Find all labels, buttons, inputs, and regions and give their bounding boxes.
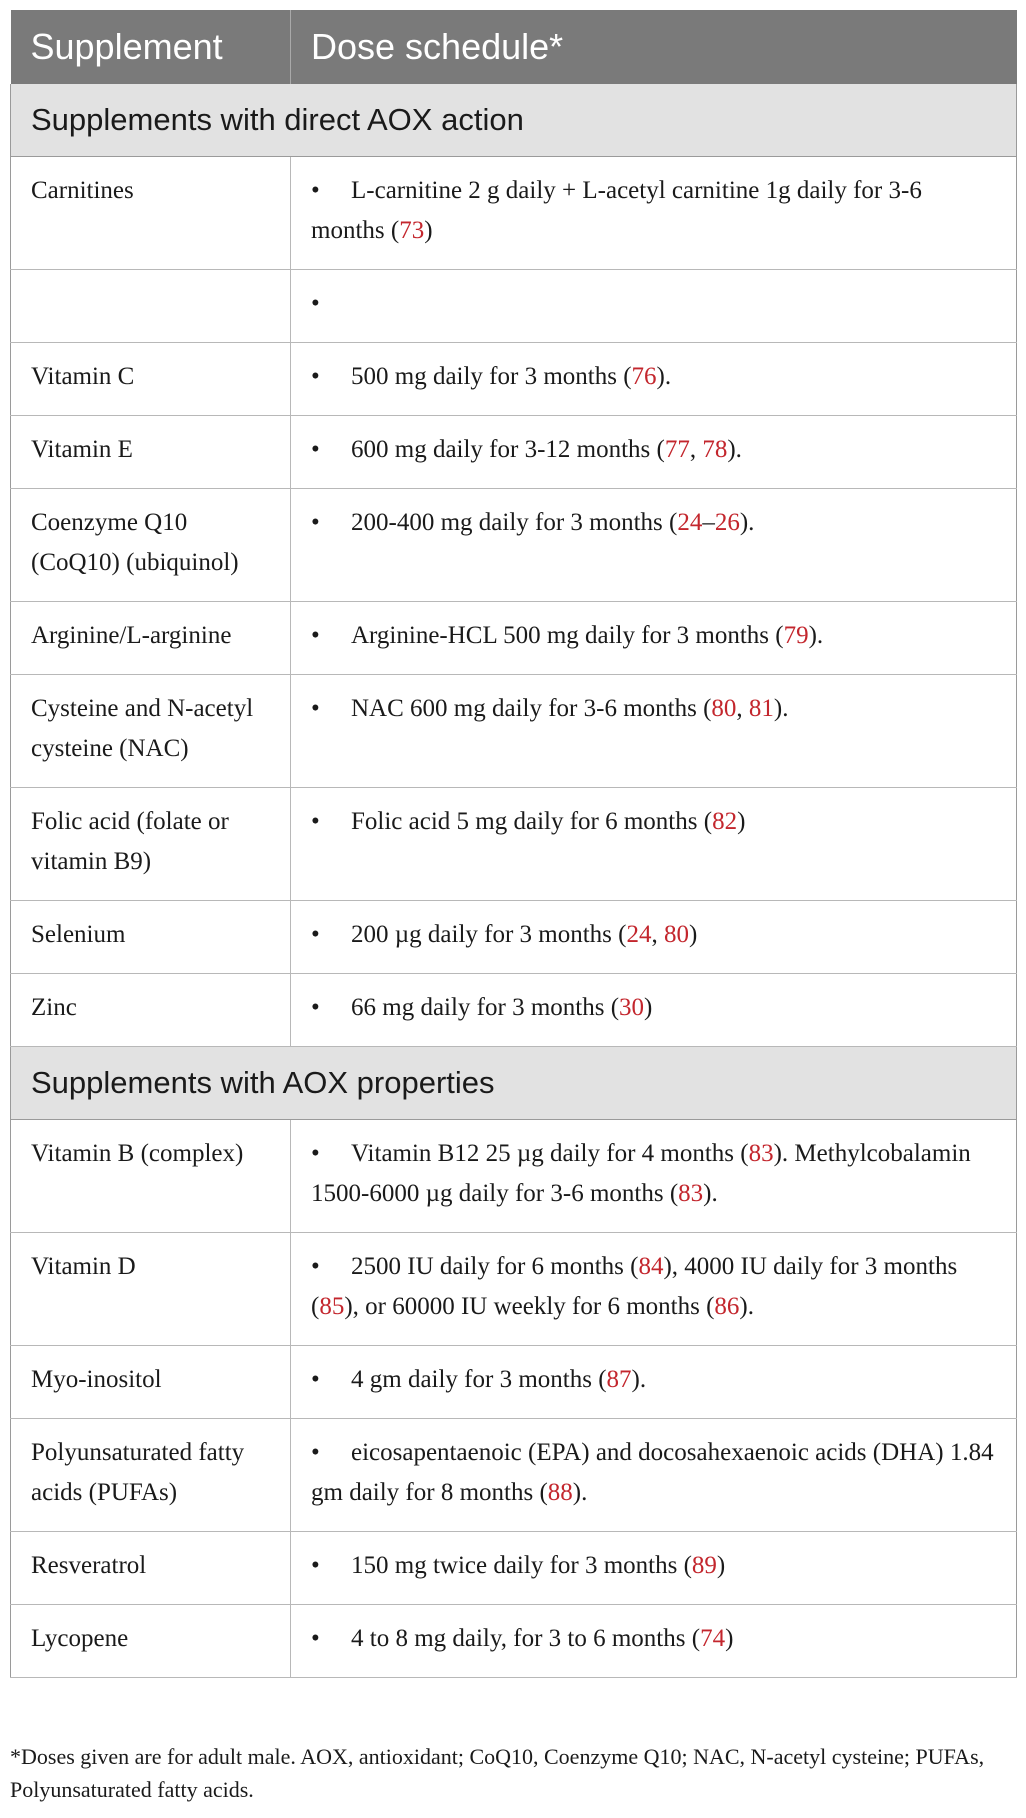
dose-text: ).: [631, 1366, 647, 1393]
dose-item: [311, 430, 996, 470]
table-row: [11, 974, 1017, 1047]
table-row: [11, 788, 1017, 901]
dose-text: eicosapentaenoic (EPA) and docosahexaenoic acids (DHA) 1.84 gm daily for 8 months (: [311, 1439, 994, 1506]
dose-text: Vitamin B12 25 µg daily for 4 months (: [351, 1140, 749, 1167]
header-row: [11, 10, 1017, 84]
header-dose-schedule: Dose schedule*: [291, 10, 1017, 84]
dose-text: ): [644, 994, 653, 1021]
dose-text: ): [689, 921, 698, 948]
table-row: [11, 1532, 1017, 1605]
reference-link[interactable]: 85: [319, 1293, 345, 1320]
dose-item: [311, 689, 996, 729]
dose-item: [311, 988, 996, 1028]
table-header: [11, 10, 1017, 84]
dose-text: ).: [727, 436, 742, 463]
reference-link[interactable]: 84: [638, 1253, 664, 1280]
reference-link[interactable]: 24: [626, 921, 652, 948]
reference-link[interactable]: 86: [714, 1293, 740, 1320]
dose-text: 4 to 8 mg daily, for 3 to 6 months (: [351, 1625, 701, 1652]
table-row: [11, 1233, 1017, 1346]
dose-item: [311, 357, 996, 397]
reference-link[interactable]: 80: [711, 695, 737, 722]
supplement-name: Zinc: [11, 974, 291, 1047]
section-title: Supplements with direct AOX action: [11, 84, 1017, 157]
bullet-icon: •: [311, 622, 320, 649]
dose-text: ).: [656, 363, 672, 390]
dose-text: ,: [736, 695, 749, 722]
supplement-name: Folic acid (folate or vitamin B9): [11, 788, 291, 901]
dose-item: [311, 915, 996, 955]
bullet-icon: •: [311, 921, 320, 948]
dose-schedule: [291, 270, 1017, 343]
dose-text: ,: [651, 921, 664, 948]
reference-link[interactable]: 24: [677, 509, 703, 536]
dose-text: Folic acid 5 mg daily for 6 months (: [351, 808, 713, 835]
supplement-name: Vitamin E: [11, 416, 291, 489]
dose-schedule: [291, 416, 1017, 489]
supplement-name: Vitamin B (complex): [11, 1120, 291, 1233]
dose-text: 200-400 mg daily for 3 months (: [351, 509, 678, 536]
reference-link[interactable]: 83: [678, 1180, 704, 1207]
bullet-icon: •: [311, 1439, 320, 1466]
dose-text: NAC 600 mg daily for 3-6 months (: [351, 695, 712, 722]
dose-text: 600 mg daily for 3-12 months (: [351, 436, 665, 463]
supplement-name: Cysteine and N-acetyl cysteine (NAC): [11, 675, 291, 788]
header-supplement: Supplement: [11, 10, 291, 84]
table-row: [11, 901, 1017, 974]
dose-item: [311, 284, 996, 324]
dose-text: ).: [703, 1180, 718, 1207]
supplement-name: Myo-inositol: [11, 1346, 291, 1419]
dose-schedule: [291, 157, 1017, 270]
reference-link[interactable]: 89: [691, 1552, 717, 1579]
reference-link[interactable]: 30: [619, 994, 645, 1021]
supplement-dose-table: [10, 10, 1017, 1678]
bullet-icon: •: [311, 808, 320, 835]
dose-item: [311, 503, 996, 543]
table-row: [11, 157, 1017, 270]
dose-item: [311, 1247, 996, 1327]
reference-link[interactable]: 78: [702, 436, 728, 463]
bullet-icon: •: [311, 1625, 320, 1652]
reference-link[interactable]: 79: [783, 622, 809, 649]
dose-item: [311, 171, 996, 251]
dose-text: ).: [808, 622, 824, 649]
table-row: [11, 489, 1017, 602]
table-row: [11, 1346, 1017, 1419]
dose-text: –: [702, 509, 715, 536]
supplement-name: Selenium: [11, 901, 291, 974]
bullet-icon: •: [311, 994, 320, 1021]
bullet-icon: •: [311, 695, 320, 722]
table-body: [11, 84, 1017, 1678]
dose-text: ).: [739, 509, 755, 536]
reference-link[interactable]: 76: [631, 363, 657, 390]
dose-schedule: [291, 788, 1017, 901]
dose-item: [311, 1433, 996, 1513]
reference-link[interactable]: 74: [700, 1625, 726, 1652]
dose-item: [311, 1134, 996, 1214]
dose-text: ), or 60000 IU weekly for 6 months (: [344, 1293, 715, 1320]
dose-schedule: [291, 343, 1017, 416]
supplement-name: Polyunsaturated fatty acids (PUFAs): [11, 1419, 291, 1532]
dose-text: ): [716, 1552, 726, 1579]
dose-schedule: [291, 1605, 1017, 1678]
reference-link[interactable]: 87: [606, 1366, 632, 1393]
dose-text: 200 µg daily for 3 months (: [351, 921, 627, 948]
dose-text: ).: [572, 1479, 588, 1506]
dose-text: ).: [739, 1293, 754, 1320]
table-row: [11, 1120, 1017, 1233]
dose-schedule: [291, 1346, 1017, 1419]
dose-item: [311, 1546, 996, 1586]
bullet-icon: •: [311, 363, 320, 390]
dose-text: ).: [773, 695, 789, 722]
dose-text: ): [424, 217, 433, 244]
supplement-name: [11, 270, 291, 343]
supplement-name: Arginine/L-arginine: [11, 602, 291, 675]
dose-schedule: [291, 1532, 1017, 1605]
supplement-name: Vitamin D: [11, 1233, 291, 1346]
bullet-icon: •: [311, 1366, 320, 1393]
section-row: [11, 84, 1017, 157]
dose-text: 4 gm daily for 3 months (: [351, 1366, 607, 1393]
reference-link[interactable]: 82: [712, 808, 738, 835]
dose-text: ). Methylcobalamin 1500-6000 µg daily for 3-6 months (: [311, 1140, 971, 1207]
bullet-icon: •: [311, 509, 320, 536]
dose-schedule: [291, 1233, 1017, 1346]
dose-schedule: [291, 675, 1017, 788]
table-row: [11, 675, 1017, 788]
dose-text: Arginine-HCL 500 mg daily for 3 months (: [351, 622, 784, 649]
dose-schedule: [291, 1419, 1017, 1532]
dose-text: 66 mg daily for 3 months (: [351, 994, 620, 1021]
dose-schedule: [291, 602, 1017, 675]
dose-text: 150 mg twice daily for 3 months (: [351, 1552, 692, 1579]
table-row: [11, 1419, 1017, 1532]
dose-text: L-carnitine 2 g daily + L-acetyl carnitine 1g daily for 3-6 months (: [311, 177, 922, 244]
bullet-icon: •: [311, 1140, 320, 1167]
table-row: [11, 1605, 1017, 1678]
bullet-icon: •: [311, 290, 320, 317]
dose-text: ,: [689, 436, 703, 463]
bullet-icon: •: [311, 177, 320, 204]
reference-link[interactable]: 26: [714, 509, 740, 536]
dose-schedule: [291, 1120, 1017, 1233]
dose-item: [311, 1619, 996, 1659]
table-footnote: *Doses given are for adult male. AOX, antioxidant; CoQ10, Coenzyme Q10; NAC, N-acetyl cysteine; PUFAs, Polyunsaturated fatty acids.: [10, 1744, 985, 1802]
bullet-icon: •: [311, 436, 320, 463]
reference-link[interactable]: 88: [547, 1479, 573, 1506]
dose-schedule: [291, 974, 1017, 1047]
table-row: [11, 270, 1017, 343]
supplement-name: Coenzyme Q10 (CoQ10) (ubiquinol): [11, 489, 291, 602]
table-row: [11, 416, 1017, 489]
dose-text: ), 4000 IU daily for 3 months (: [311, 1253, 958, 1320]
dose-text: ): [725, 1625, 734, 1652]
dose-text: ): [737, 808, 746, 835]
supplement-name: Carnitines: [11, 157, 291, 270]
section-row: [11, 1047, 1017, 1120]
supplement-table-container: [10, 10, 1016, 1678]
reference-link[interactable]: 80: [664, 921, 689, 948]
supplement-name: Lycopene: [11, 1605, 291, 1678]
section-title: Supplements with AOX properties: [11, 1047, 1017, 1120]
supplement-name: Vitamin C: [11, 343, 291, 416]
dose-item: [311, 802, 996, 842]
dose-text: 500 mg daily for 3 months (: [351, 363, 632, 390]
supplement-name: Resveratrol: [11, 1532, 291, 1605]
dose-item: [311, 616, 996, 656]
dose-item: [311, 1360, 996, 1400]
table-row: [11, 602, 1017, 675]
reference-link[interactable]: 83: [748, 1140, 774, 1167]
dose-text: 2500 IU daily for 6 months (: [351, 1253, 639, 1280]
dose-schedule: [291, 489, 1017, 602]
reference-link[interactable]: 81: [748, 695, 774, 722]
dose-schedule: [291, 901, 1017, 974]
bullet-icon: •: [311, 1253, 320, 1280]
reference-link[interactable]: 73: [399, 217, 425, 244]
reference-link[interactable]: 77: [664, 436, 690, 463]
table-row: [11, 343, 1017, 416]
bullet-icon: •: [311, 1552, 320, 1579]
